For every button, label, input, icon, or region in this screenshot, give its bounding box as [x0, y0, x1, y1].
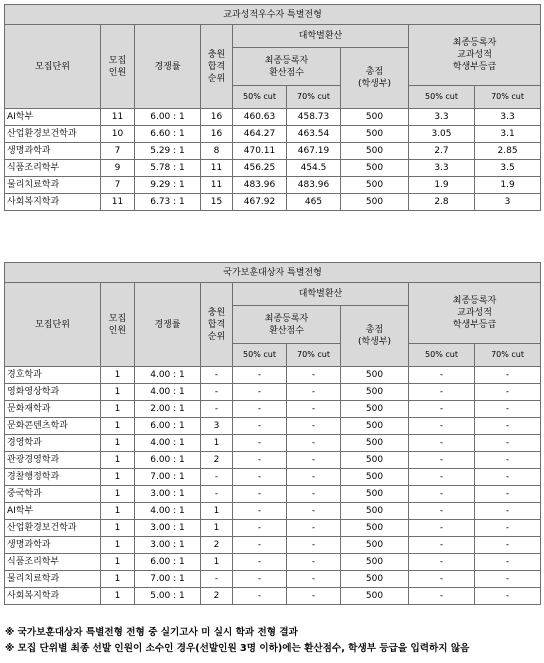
cell-grade-cut50: 3.3: [409, 160, 475, 177]
cell-cut50: 464.27: [233, 126, 287, 143]
cell-grade-cut50: -: [409, 520, 475, 537]
cell-unit: 식품조리학부: [5, 554, 101, 571]
cell-cut70: -: [287, 554, 341, 571]
cell-rank: -: [201, 469, 233, 486]
header-unit: 모집단위: [5, 283, 101, 367]
header-grade-cut50: 50% cut: [409, 344, 475, 367]
cell-competition: 6.00 : 1: [135, 452, 201, 469]
cell-unit: 사회복지학과: [5, 588, 101, 605]
cell-cut50: -: [233, 503, 287, 520]
table-row: [5, 435, 541, 452]
table-row: [5, 401, 541, 418]
cell-cut70: 483.96: [287, 177, 341, 194]
header-conversion: 대학별환산: [233, 283, 409, 306]
cell-grade-cut70: 2.85: [475, 143, 541, 160]
cell-grade-cut70: -: [475, 435, 541, 452]
header-cut50: 50% cut: [233, 344, 287, 367]
cell-competition: 2.00 : 1: [135, 401, 201, 418]
header-cut70: 70% cut: [287, 344, 341, 367]
cell-competition: 3.00 : 1: [135, 486, 201, 503]
cell-rank: -: [201, 401, 233, 418]
cell-total: 500: [341, 588, 409, 605]
table-row: [5, 384, 541, 401]
cell-grade-cut70: -: [475, 452, 541, 469]
table-title: 국가보훈대상자 특별전형: [5, 263, 541, 283]
table-row: [5, 520, 541, 537]
cell-cut50: -: [233, 520, 287, 537]
header-grade-cut70: 70% cut: [475, 86, 541, 109]
cell-total: 500: [341, 160, 409, 177]
cell-grade-cut50: 3.05: [409, 126, 475, 143]
cell-total: 500: [341, 126, 409, 143]
cell-quota: 1: [101, 452, 135, 469]
cell-grade-cut50: -: [409, 384, 475, 401]
cell-cut50: -: [233, 418, 287, 435]
cell-unit: 문화재학과: [5, 401, 101, 418]
cell-competition: 7.00 : 1: [135, 469, 201, 486]
cell-rank: 11: [201, 177, 233, 194]
header-total: 총점 (학생부): [341, 306, 409, 367]
header-total: 총점 (학생부): [341, 48, 409, 109]
header-unit: 모집단위: [5, 25, 101, 109]
table-row: [5, 537, 541, 554]
header-competition: 경쟁률: [135, 283, 201, 367]
header-final-score: 최종등록자 환산점수: [233, 48, 341, 86]
cell-quota: 1: [101, 384, 135, 401]
cell-grade-cut70: -: [475, 503, 541, 520]
cell-cut50: -: [233, 435, 287, 452]
cell-cut70: -: [287, 367, 341, 384]
cell-competition: 6.60 : 1: [135, 126, 201, 143]
cell-rank: 2: [201, 588, 233, 605]
cell-grade-cut50: -: [409, 537, 475, 554]
cell-quota: 1: [101, 571, 135, 588]
cell-grade-cut70: 3: [475, 194, 541, 211]
table-row: [5, 194, 541, 211]
cell-competition: 4.00 : 1: [135, 367, 201, 384]
cell-unit: 생명과학과: [5, 143, 101, 160]
cell-total: 500: [341, 401, 409, 418]
cell-rank: -: [201, 367, 233, 384]
cell-competition: 4.00 : 1: [135, 384, 201, 401]
cell-total: 500: [341, 452, 409, 469]
cell-grade-cut70: -: [475, 469, 541, 486]
cell-total: 500: [341, 554, 409, 571]
cell-cut70: -: [287, 435, 341, 452]
table-academic-excellence: [4, 4, 541, 211]
cell-grade-cut50: -: [409, 588, 475, 605]
cell-quota: 1: [101, 486, 135, 503]
cell-total: 500: [341, 109, 409, 126]
cell-cut70: 454.5: [287, 160, 341, 177]
cell-competition: 4.00 : 1: [135, 503, 201, 520]
cell-rank: 1: [201, 435, 233, 452]
cell-total: 500: [341, 143, 409, 160]
header-cut70: 70% cut: [287, 86, 341, 109]
cell-cut70: -: [287, 486, 341, 503]
cell-quota: 1: [101, 520, 135, 537]
cell-grade-cut50: -: [409, 435, 475, 452]
cell-grade-cut70: -: [475, 486, 541, 503]
cell-unit: 물리치료학과: [5, 177, 101, 194]
cell-total: 500: [341, 435, 409, 452]
table-row: [5, 367, 541, 384]
header-cut50: 50% cut: [233, 86, 287, 109]
table-row: [5, 554, 541, 571]
cell-cut50: -: [233, 486, 287, 503]
header-rank: 충원 합격 순위: [201, 25, 233, 109]
cell-quota: 7: [101, 177, 135, 194]
cell-quota: 7: [101, 143, 135, 160]
cell-cut70: -: [287, 469, 341, 486]
header-grade-cut50: 50% cut: [409, 86, 475, 109]
cell-total: 500: [341, 384, 409, 401]
cell-grade-cut50: -: [409, 418, 475, 435]
table-title: 교과성적우수자 특별전형: [5, 5, 541, 25]
cell-grade-cut70: -: [475, 537, 541, 554]
cell-competition: 5.00 : 1: [135, 588, 201, 605]
header-final-grade: 최종등록자 교과성적 학생부등급: [409, 283, 541, 344]
cell-cut50: -: [233, 469, 287, 486]
cell-quota: 1: [101, 503, 135, 520]
cell-unit: 경영학과: [5, 435, 101, 452]
cell-unit: 관광경영학과: [5, 452, 101, 469]
table-row: [5, 143, 541, 160]
cell-grade-cut50: -: [409, 401, 475, 418]
cell-cut70: 463.54: [287, 126, 341, 143]
cell-grade-cut70: -: [475, 520, 541, 537]
header-quota: 모집 인원: [101, 283, 135, 367]
header-final-grade: 최종등록자 교과성적 학생부등급: [409, 25, 541, 86]
table-row: [5, 452, 541, 469]
cell-grade-cut70: -: [475, 401, 541, 418]
cell-quota: 11: [101, 194, 135, 211]
cell-competition: 3.00 : 1: [135, 537, 201, 554]
header-grade-cut70: 70% cut: [475, 344, 541, 367]
cell-rank: 2: [201, 537, 233, 554]
cell-unit: 영화영상학과: [5, 384, 101, 401]
cell-grade-cut70: -: [475, 571, 541, 588]
cell-cut70: -: [287, 401, 341, 418]
cell-cut50: -: [233, 384, 287, 401]
cell-quota: 1: [101, 588, 135, 605]
footnote: ※ 국가보훈대상자 특별전형 전형 중 실기고사 미 실시 학과 전형 결과: [5, 627, 298, 638]
cell-grade-cut70: 3.3: [475, 109, 541, 126]
cell-rank: 15: [201, 194, 233, 211]
table-row: [5, 588, 541, 605]
cell-rank: 1: [201, 554, 233, 571]
cell-cut50: 456.25: [233, 160, 287, 177]
cell-quota: 1: [101, 367, 135, 384]
cell-competition: 6.00 : 1: [135, 418, 201, 435]
cell-cut70: -: [287, 384, 341, 401]
cell-cut70: -: [287, 520, 341, 537]
cell-cut70: 467.19: [287, 143, 341, 160]
cell-unit: 산업환경보건학과: [5, 520, 101, 537]
header-final-score: 최종등록자 환산점수: [233, 306, 341, 344]
cell-grade-cut50: -: [409, 554, 475, 571]
cell-total: 500: [341, 194, 409, 211]
cell-competition: 6.00 : 1: [135, 554, 201, 571]
cell-competition: 7.00 : 1: [135, 571, 201, 588]
table-row: [5, 126, 541, 143]
table-row: [5, 503, 541, 520]
footnote: ※ 모집 단위별 최종 선발 인원이 소수인 경우(선발인원 3명 이하)에는 환산점수, 학생부 등급을 입력하지 않음: [5, 643, 470, 654]
cell-quota: 9: [101, 160, 135, 177]
cell-total: 500: [341, 469, 409, 486]
table-row: [5, 177, 541, 194]
cell-grade-cut70: -: [475, 384, 541, 401]
cell-quota: 1: [101, 554, 135, 571]
table-row: [5, 571, 541, 588]
cell-grade-cut50: 2.8: [409, 194, 475, 211]
cell-unit: 경찰행정학과: [5, 469, 101, 486]
table-row: [5, 486, 541, 503]
header-competition: 경쟁률: [135, 25, 201, 109]
cell-cut50: -: [233, 401, 287, 418]
cell-total: 500: [341, 537, 409, 554]
cell-total: 500: [341, 367, 409, 384]
cell-grade-cut50: 1.9: [409, 177, 475, 194]
cell-unit: AI학부: [5, 109, 101, 126]
cell-rank: -: [201, 486, 233, 503]
cell-cut70: -: [287, 418, 341, 435]
cell-cut70: -: [287, 588, 341, 605]
cell-quota: 1: [101, 537, 135, 554]
cell-cut50: 460.63: [233, 109, 287, 126]
cell-grade-cut50: -: [409, 571, 475, 588]
cell-total: 500: [341, 571, 409, 588]
cell-quota: 1: [101, 435, 135, 452]
cell-cut70: -: [287, 571, 341, 588]
cell-cut70: -: [287, 452, 341, 469]
cell-cut50: -: [233, 452, 287, 469]
cell-grade-cut50: -: [409, 503, 475, 520]
cell-rank: 1: [201, 520, 233, 537]
cell-competition: 5.78 : 1: [135, 160, 201, 177]
cell-rank: -: [201, 571, 233, 588]
cell-cut50: -: [233, 537, 287, 554]
cell-total: 500: [341, 418, 409, 435]
cell-quota: 1: [101, 418, 135, 435]
cell-cut50: 483.96: [233, 177, 287, 194]
cell-cut50: -: [233, 554, 287, 571]
footnotes: [5, 625, 469, 657]
cell-grade-cut70: 3.1: [475, 126, 541, 143]
cell-unit: 물리치료학과: [5, 571, 101, 588]
cell-grade-cut50: -: [409, 469, 475, 486]
header-quota: 모집 인원: [101, 25, 135, 109]
cell-unit: 식품조리학부: [5, 160, 101, 177]
cell-total: 500: [341, 486, 409, 503]
cell-unit: 중국학과: [5, 486, 101, 503]
cell-unit: 산업환경보건학과: [5, 126, 101, 143]
cell-grade-cut70: -: [475, 418, 541, 435]
cell-competition: 9.29 : 1: [135, 177, 201, 194]
table-row: [5, 109, 541, 126]
cell-rank: 2: [201, 452, 233, 469]
cell-cut70: 458.73: [287, 109, 341, 126]
cell-grade-cut70: -: [475, 367, 541, 384]
cell-quota: 1: [101, 469, 135, 486]
cell-unit: AI학부: [5, 503, 101, 520]
table-row: [5, 469, 541, 486]
cell-rank: 11: [201, 160, 233, 177]
cell-competition: 3.00 : 1: [135, 520, 201, 537]
cell-unit: 생명과학과: [5, 537, 101, 554]
cell-unit: 사회복지학과: [5, 194, 101, 211]
table-veterans: [4, 262, 541, 605]
cell-cut70: -: [287, 503, 341, 520]
cell-grade-cut70: 3.5: [475, 160, 541, 177]
cell-unit: 문화콘텐츠학과: [5, 418, 101, 435]
cell-grade-cut50: 3.3: [409, 109, 475, 126]
cell-cut50: -: [233, 367, 287, 384]
cell-quota: 11: [101, 109, 135, 126]
cell-total: 500: [341, 503, 409, 520]
cell-grade-cut70: 1.9: [475, 177, 541, 194]
cell-competition: 5.29 : 1: [135, 143, 201, 160]
cell-total: 500: [341, 177, 409, 194]
cell-rank: 16: [201, 126, 233, 143]
cell-grade-cut50: -: [409, 452, 475, 469]
cell-quota: 1: [101, 401, 135, 418]
cell-grade-cut70: -: [475, 588, 541, 605]
cell-grade-cut50: 2.7: [409, 143, 475, 160]
cell-rank: 16: [201, 109, 233, 126]
cell-rank: 8: [201, 143, 233, 160]
cell-competition: 4.00 : 1: [135, 435, 201, 452]
cell-grade-cut50: -: [409, 486, 475, 503]
cell-cut70: -: [287, 537, 341, 554]
cell-cut50: -: [233, 588, 287, 605]
cell-competition: 6.00 : 1: [135, 109, 201, 126]
cell-total: 500: [341, 520, 409, 537]
cell-rank: 3: [201, 418, 233, 435]
cell-cut70: 465: [287, 194, 341, 211]
header-rank: 충원 합격 순위: [201, 283, 233, 367]
cell-cut50: 467.92: [233, 194, 287, 211]
cell-competition: 6.73 : 1: [135, 194, 201, 211]
cell-rank: -: [201, 384, 233, 401]
table-row: [5, 160, 541, 177]
cell-grade-cut50: -: [409, 367, 475, 384]
cell-cut50: -: [233, 571, 287, 588]
cell-cut50: 470.11: [233, 143, 287, 160]
cell-grade-cut70: -: [475, 554, 541, 571]
cell-quota: 10: [101, 126, 135, 143]
cell-unit: 경호학과: [5, 367, 101, 384]
header-conversion: 대학별환산: [233, 25, 409, 48]
table-row: [5, 418, 541, 435]
cell-rank: 1: [201, 503, 233, 520]
